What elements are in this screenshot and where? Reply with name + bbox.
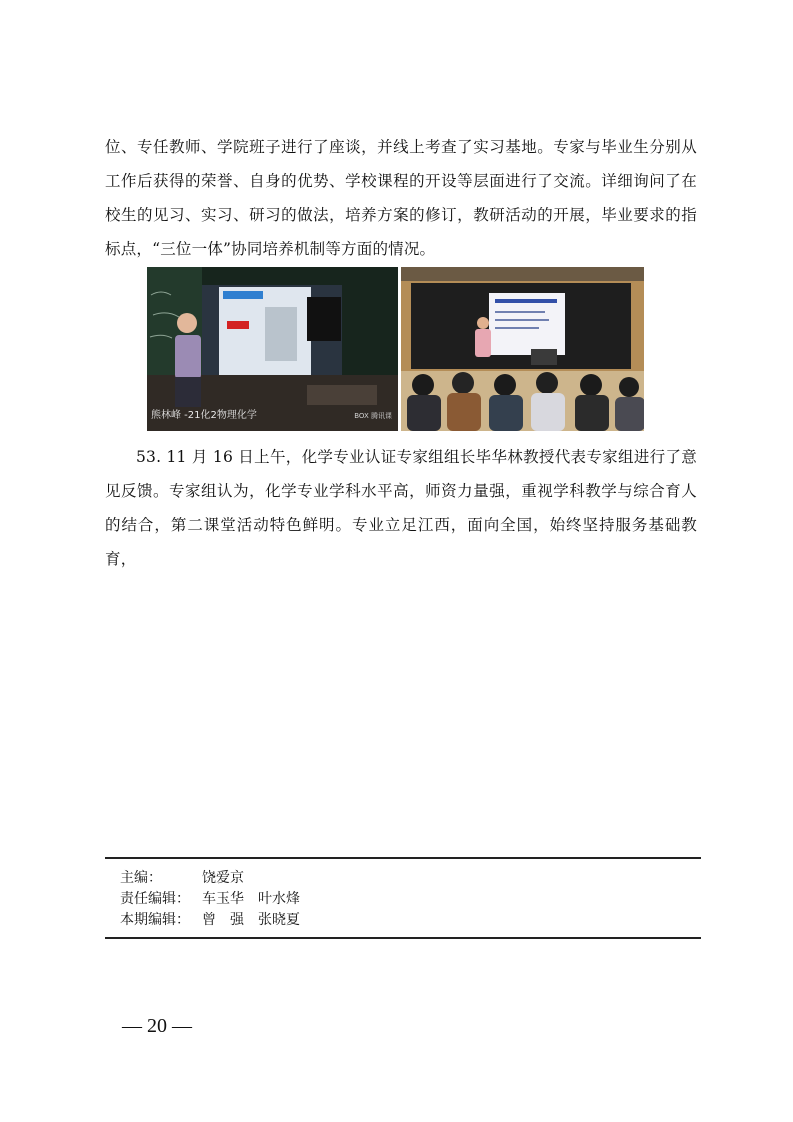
credit-label: 主编：	[120, 870, 162, 886]
editorial-credits	[120, 868, 300, 931]
credit-label: 本期编辑：	[120, 912, 190, 928]
credit-value: 曾 强 张晓夏	[202, 912, 300, 928]
credits-rule-top	[105, 857, 701, 859]
credits-rule-bottom	[105, 937, 701, 939]
photo-lecturer-classroom	[147, 267, 398, 431]
credit-chief-editor	[120, 868, 300, 889]
body-paragraph-2: 53. 11 月 16 日上午，化学专业认证专家组组长毕华林教授代表专家组进行了意见反馈。专家组认为，化学专业学科水平高，师资力量强，重视学科教学与综合育人的结合，第二课堂活动特色鲜明。专业立足江西，面向全国，始终坚持服务基础教育，	[105, 448, 697, 568]
credit-issue-editor	[120, 910, 300, 931]
credit-responsible-editor	[120, 889, 300, 910]
photo-caption: 熊林峰 -21化2物理化学	[151, 410, 257, 421]
credit-label: 责任编辑：	[120, 891, 190, 907]
credit-value: 车玉华 叶水烽	[202, 891, 300, 907]
credit-value: 饶爱京	[202, 870, 244, 886]
photo-audience-illustration	[401, 267, 644, 431]
body-paragraph-1: 位、专任教师、学院班子进行了座谈，并线上考查了实习基地。专家与毕业生分别从工作后获得的荣誉、自身的优势、学校课程的开设等层面进行了交流。详细询问了在校生的见习、实习、研习的做法，培养方案的修订，教研活动的开展，毕业要求的指标点，“三位一体”协同培养机制等方面的情况。	[105, 138, 697, 258]
photo-classroom-audience	[401, 267, 644, 431]
photo-watermark: BOX 腾讯课	[354, 412, 392, 420]
page-number: — 20 —	[122, 1015, 192, 1037]
